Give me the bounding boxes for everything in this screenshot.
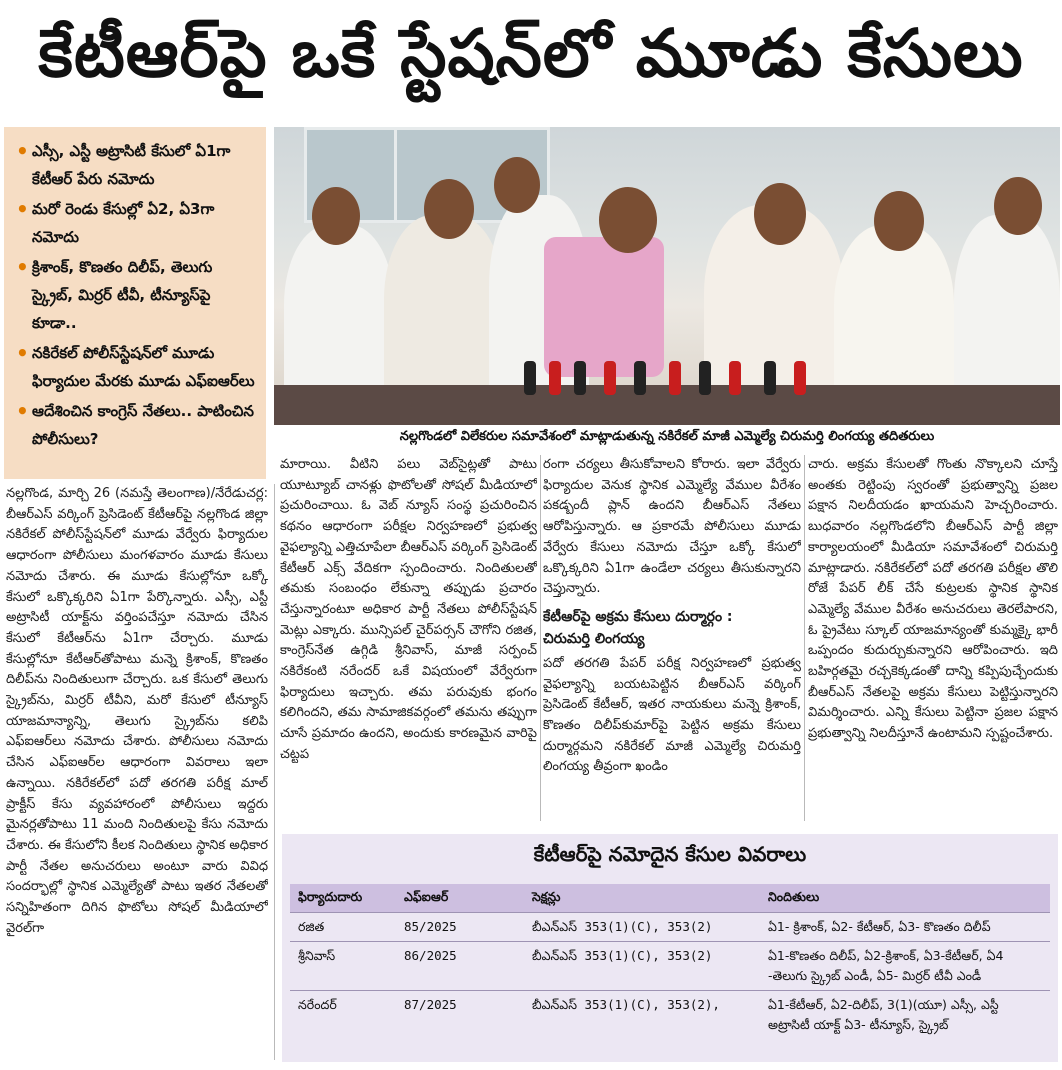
complainant-cell: నరేందర్ xyxy=(290,991,396,1040)
article-column-2 xyxy=(280,455,537,819)
column-header: ఫిర్యాదుదారు xyxy=(290,884,396,913)
table-header-row xyxy=(290,884,1050,913)
microphone xyxy=(549,361,561,395)
microphone xyxy=(634,361,646,395)
highlights-list xyxy=(14,137,258,453)
microphone xyxy=(574,361,586,395)
photo-face xyxy=(874,191,924,251)
accused-cell: ఏ1-కొణతం దిలీప్, ఏ2-క్రిశాంక్, ఏ3-కేటీఆర్, ఏ4 -తెలుగు స్క్రైబ్ ఎండీ, ఏ5- మిర్రర్ టీవీ ఎండీ xyxy=(760,942,1050,991)
case-details-title: కేటీఆర్‌పై నమోదైన కేసుల వివరాలు xyxy=(533,842,807,866)
microphone xyxy=(669,361,681,395)
highlight-item: • నకిరేకల్ పోలీస్‌స్టేషన్‌లో మూడు ఫిర్యాదుల మేరకు మూడు ఎఫ్ఐఆర్‌లు xyxy=(14,339,258,395)
press-table xyxy=(274,385,1060,425)
fir-cell: 85/2025 xyxy=(396,913,524,942)
column-divider xyxy=(274,484,275,1060)
headline xyxy=(0,0,1062,122)
photo-face xyxy=(312,187,360,245)
case-details-box xyxy=(282,834,1058,1062)
subheading-line: చిరుమర్తి లింగయ్య xyxy=(543,630,645,647)
microphone xyxy=(699,361,711,395)
article-paragraph: చారు. అక్రమ కేసులతో గొంతు నొక్కాలని చూస్తే అంతకు రెట్టింపు స్వరంతో ప్రభుత్వాన్ని ప్రజల పక్షాన నిలదీయడం ఖాయమని హెచ్చరించారు. బుధవారం నల్లగొండలోని బీఆర్ఎస్ పార్టీ జిల్లా కార్యాలయంలో మీడియా సమావేశంలో చిరుమర్తి మాట్లాడారు. నకిరేకల్‌లో పదో తరగతి పరీక్షల తొలి రోజే పేపర్ లీక్ చేసే కుట్రలకు స్థానిక స్థానిక ఎమ్మెల్యే వేముల వీరేశం అనుచరులు తెరలేపారని, ఓ ప్రైవేటు స్కూల్ యాజమాన్యంతో కుమ్మక్కై భారీ ఒప్పందం కుదుర్చుకున్నారని ఆరోపించారు. ఇది బహిర్గతమై రచ్చకెక్కడంతో దాన్ని కప్పిపుచ్చేందుకు బీఆర్ఎస్ నేతలపై అక్రమ కేసులు పెట్టిస్తున్నారని విమర్శించారు. ఎన్ని కేసులు పెట్టినా ప్రజల పక్షాన ప్రభుత్వాన్ని నిలదీస్తూనే ఉంటామని స్పష్టంచేశారు. xyxy=(808,457,1058,742)
sections-cell: బీఎన్ఎస్ 353(1)(C), 353(2), xyxy=(524,991,760,1040)
highlight-item: • ఎస్సీ, ఎస్టీ అట్రాసిటీ కేసులో ఏ1గా కేటీఆర్ పేరు నమోదు xyxy=(14,137,258,193)
microphone xyxy=(729,361,741,395)
table-row xyxy=(290,991,1050,1040)
microphone xyxy=(794,361,806,395)
fir-cell: 86/2025 xyxy=(396,942,524,991)
column-header: నిందితులు xyxy=(760,884,1050,913)
article-paragraph: మారాయి. వీటిని పలు వెబ్‌సైట్లతో పాటు యూట్యూబ్ చానళ్లు ఫొటోలతో సోషల్ మీడియాలో ప్రచురించాయి. ఓ వెబ్ న్యూస్ సంస్థ ప్రచురించిన కథనం ఆధారంగా పరీక్షల నిర్వహణలో ప్రభుత్వ వైఫల్యాన్ని ఎత్తిచూపేలా బీఆర్ఎస్ వర్కింగ్ ప్రెసిడెంట్ కేటీఆర్ ఎక్స్ వేదికగా స్పందించారు. నిందితులతో తమకు సంబంధం లేకున్నా తప్పుడు ప్రచారం చేస్తున్నారంటూ అధికార పార్టీ నేతలు పోలీస్‌స్టేషన్ మెట్లు ఎక్కారు. మున్సిపల్ చైర్‌పర్సన్ చౌగోని రజిత, కాంగ్రెస్‌నేత ఉగ్గిడి శ్రీనివాస్, మాజీ సర్పంచ్ నకిరేకంటి నరేందర్ ఒకే విషయంలో వేర్వేరుగా ఫిర్యాదులు ఇచ్చారు. తమ పరువుకు భంగం కలిగిందని, తమ సామాజికవర్గంలో తమను తప్పుగా చూసే ప్రమాదం ఉందని, అందుకు కారణమైన వారిపై చట్టప xyxy=(280,457,537,762)
case-details-table xyxy=(290,884,1050,1039)
fir-cell: 87/2025 xyxy=(396,991,524,1040)
microphone xyxy=(764,361,776,395)
article-column-3 xyxy=(543,455,801,819)
headline-text: కేటీఆర్‌పై ఒకే స్టేషన్‌లో మూడు కేసులు xyxy=(38,14,1024,92)
highlight-item: • ఆదేశించిన కాంగ్రెస్ నేతలు.. పాటించిన పోలీసులు? xyxy=(14,397,258,453)
highlight-item: • మరో రెండు కేసుల్లో ఏ2, ఏ3గా నమోదు xyxy=(14,195,258,251)
photo-caption: నల్లగొండలో విలేకరుల సమావేశంలో మాట్లాడుతున్న నకిరేకల్ మాజీ ఎమ్మెల్యే చిరుమర్తి లింగయ్య తదితరులు xyxy=(399,429,935,444)
column-header: ఎఫ్ఐఆర్ xyxy=(396,884,524,913)
photo-face xyxy=(754,183,806,245)
article-column-4 xyxy=(808,455,1058,819)
press-meet-photo xyxy=(274,127,1060,425)
complainant-cell: శ్రీనివాస్ xyxy=(290,942,396,991)
sections-cell: బీఎన్ఎస్ 353(1)(C), 353(2) xyxy=(524,913,760,942)
complainant-cell: రజిత xyxy=(290,913,396,942)
photo-face xyxy=(994,177,1042,235)
article-column-1 xyxy=(6,484,268,1060)
photo-face xyxy=(424,179,474,239)
photo-face xyxy=(494,157,540,213)
microphone xyxy=(604,361,616,395)
sections-cell: బీఎన్ఎస్ 353(1)(C), 353(2) xyxy=(524,942,760,991)
column-divider xyxy=(804,455,805,821)
highlights-box xyxy=(4,127,266,479)
microphone xyxy=(524,361,536,395)
highlight-item: • క్రిశాంక్, కొణతం దిలీప్, తెలుగు స్క్రైబ్, మిర్రర్ టీవీ, టీన్యూస్‌పై కూడా.. xyxy=(14,253,258,337)
column-header: సెక్షన్లు xyxy=(524,884,760,913)
article-paragraph: నల్లగొండ, మార్చి 26 (నమస్తే తెలంగాణ)/నేరేడుచర్ల: బీఆర్ఎస్ వర్కింగ్ ప్రెసిడెంట్ కేటీఆర్‌పై నల్లగొండ జిల్లా నకిరేకల్ పోలీస్‌స్టేషన్‌లో మూడు వేర్వేరు ఫిర్యాదుల ఆధారంగా పోలీసులు మంగళవారం మూడు కేసులు నమోదు చేశారు. ఈ మూడు కేసుల్లోనూ ఒక్కో కేసులో ఒక్కొక్కరిని ఏ1గా పేర్కొన్నారు. ఎస్సీ, ఎస్టీ అట్రాసిటీ యాక్ట్‌ను వర్తింపచేస్తూ నమోదు చేసిన కేసులో కేటీఆర్‌ను ఏ1గా చేర్చారు. మూడు కేసుల్లోనూ కేటీఆర్‌తోపాటు మన్నె క్రిశాంక్, కొణతం దిలీప్‌ను నిందితులుగా చేర్చారు. ఒక కేసులో తెలుగు స్క్రైబ్‌ను, మిర్రర్ టీవీని, మరో కేసులో టీన్యూస్ యాజమాన్యాన్ని, తెలుగు స్క్రైబ్‌ను కలిపి ఎఫ్ఐఆర్‌లు నమోదు చేశారు. పోలీసులు నమోదు చేసిన ఎఫ్ఐఆర్‌ల ఆధారంగా వివరాలు ఇలా ఉన్నాయి. నకిరేకల్‌లో పదో తరగతి పరీక్ష మాల్ ప్రాక్టీస్ కేసు వ్యవహారంలో పోలీసులు ఇద్దరు మైనర్లతోపాటు 11 మంది నిందితులపై కేసు నమోదు చేశారు. ఈ కేసులోని కీలక నిందితులు స్థానిక అధికార పార్టీ నేతల అనుచరులు అంటూ వారు వివిధ సందర్భాల్లో స్థానిక ఎమ్మెల్యేతో పాటు ఇతర నేతలతో సన్నిహితంగా దిగిన ఫొటోలు సోషల్ మీడియాలో వైరల్‌గా xyxy=(6,486,268,936)
accused-cell: ఏ1-కేటీఆర్, ఏ2-దిలీప్, 3(1)(యూ) ఎస్సీ, ఎస్టీ అట్రాసిటీ యాక్ట్ ఏ3- టీన్యూస్, స్క్రైబ్ xyxy=(760,991,1050,1040)
article-paragraph: రంగా చర్యలు తీసుకోవాలని కోరారు. ఇలా వేర్వేరు ఫిర్యాదుల వెనుక స్థానిక ఎమ్మెల్యే వేముల వీరేశం పకడ్బందీ ప్లాన్ ఉందని బీఆర్ఎస్ నేతలు ఆరోపిస్తున్నారు. ఆ ప్రకారమే పోలీసులు మూడు వేర్వేరు కేసులు నమోదు చేస్తూ ఒక్కో కేసులో ఒక్కొక్కరిని ఏ1గా ఉండేలా చర్యలు తీసుకున్నారని చెప్తున్నారు. xyxy=(543,457,801,597)
subheading xyxy=(543,606,801,650)
brs-scarf xyxy=(544,237,664,377)
subheading-line: కేటీఆర్‌పై అక్రమ కేసులు దుర్మార్గం : xyxy=(543,608,733,625)
accused-cell: ఏ1- క్రిశాంక్, ఏ2- కేటీఆర్, ఏ3- కొణతం దిలీప్ xyxy=(760,913,1050,942)
table-row xyxy=(290,942,1050,991)
table-row xyxy=(290,913,1050,942)
article-paragraph: పదో తరగతి పేపర్ పరీక్ష నిర్వహణలో ప్రభుత్వ వైఫల్యాన్ని బయటపెట్టిన బీఆర్ఎస్ వర్కింగ్ ప్రెసిడెంట్ కేటీఆర్, ఇతర నాయకులు మన్నె క్రిశాంక్, కొణతం దిలీప్‌కుమార్‌పై పెట్టిన అక్రమ కేసులు దుర్మార్గమని నకిరేకల్ మాజీ ఎమ్మెల్యే చిరుమర్తి లింగయ్య తీవ్రంగా ఖండిం xyxy=(543,655,801,775)
column-divider xyxy=(540,455,541,821)
photo-face xyxy=(599,187,657,253)
